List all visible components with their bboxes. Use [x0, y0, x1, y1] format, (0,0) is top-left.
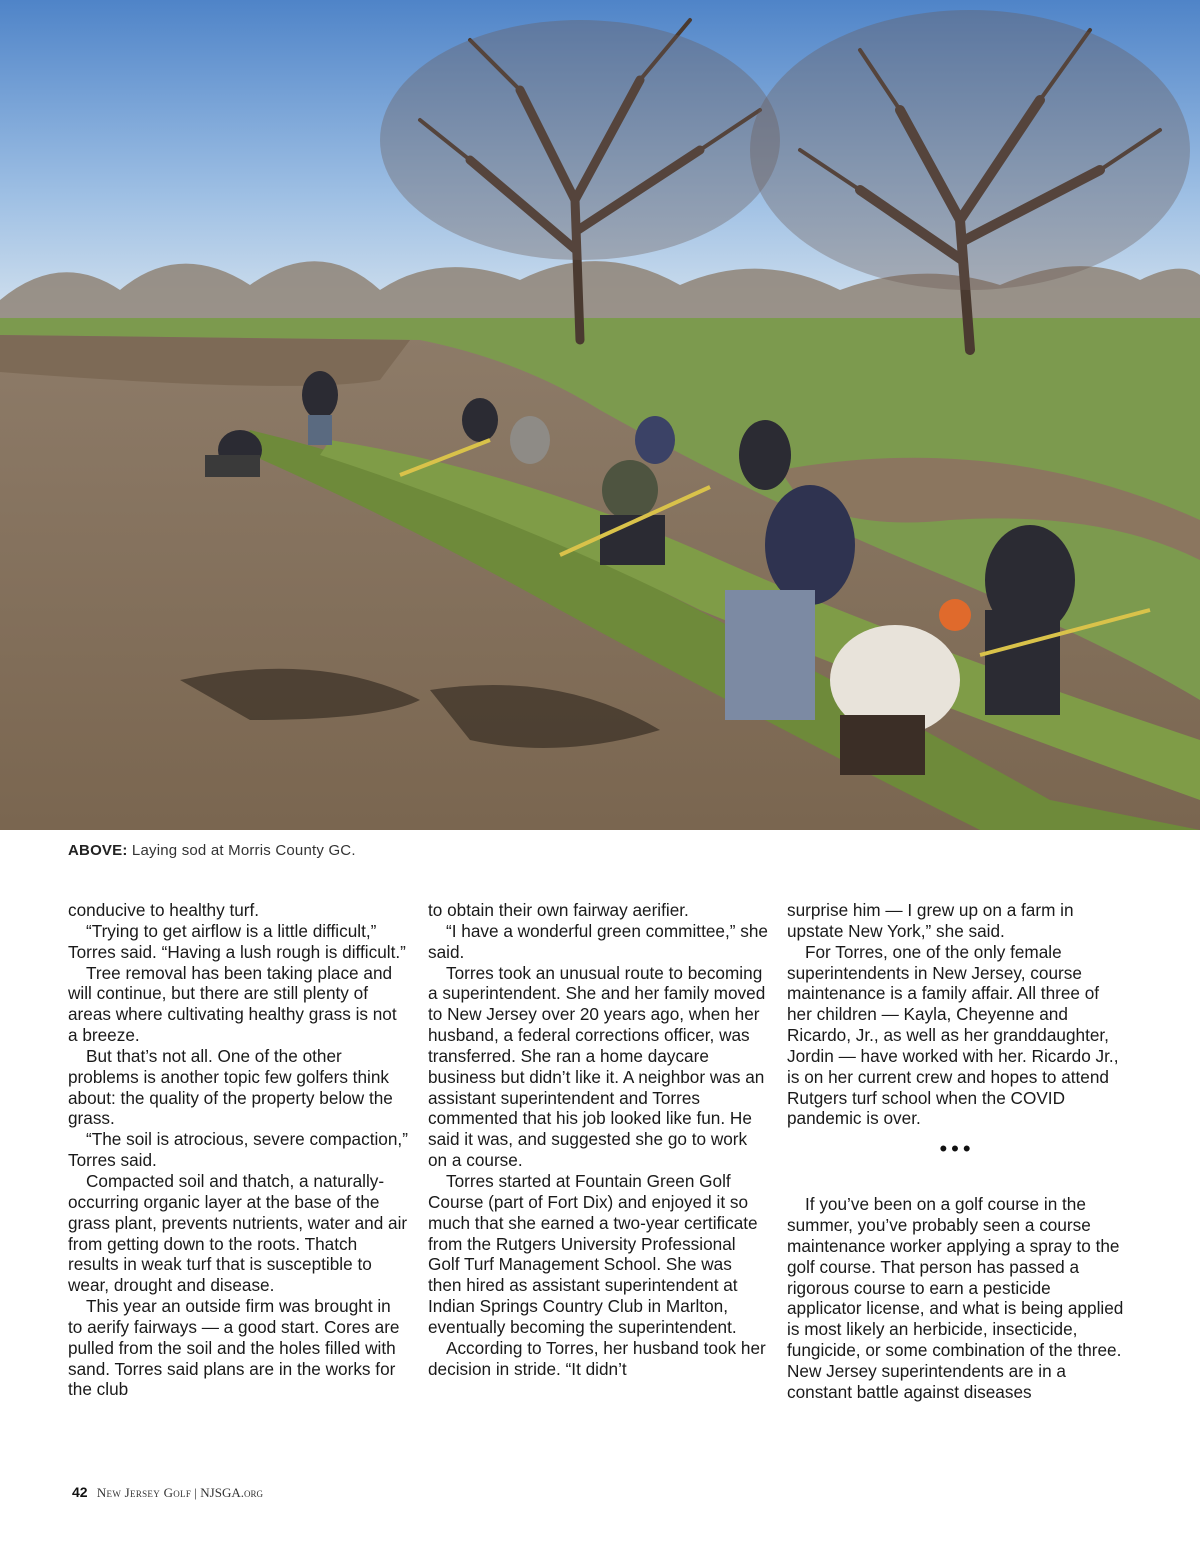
photo-caption [68, 842, 356, 859]
paragraph: For Torres, one of the only female superintendents in New Jersey, course maintenance is a family affair. All three of her children — Kayla, Cheyenne and Ricardo, Jr., as well as her granddaughter, Jordin — have worked with her. Ricardo Jr., is on her current crew and hopes to attend Rutgers turf school when the COVID pandemic is over. [787, 941, 1119, 1129]
paragraph: Torres started at Fountain Green Golf Course (part of Fort Dix) and enjoyed it so much that she earned a two-year certificate from the Rutgers University Professional Golf Turf Management School. She was then hired as assistant superintendent at Indian Springs Country Club in Marlton, eventually becoming the superintendent. [428, 1170, 758, 1337]
paragraph: to obtain their own fairway aerifier. [428, 900, 689, 920]
caption-label: ABOVE: [68, 842, 128, 859]
page-number: 42 [72, 1484, 88, 1500]
article-column-1 [68, 900, 408, 1400]
paragraph: surprise him — I grew up on a farm in upstate New York,” she said. [787, 900, 1074, 941]
paragraph: conducive to healthy turf. [68, 900, 260, 920]
caption-text: Laying sod at Morris County GC. [131, 842, 356, 859]
article-column-3 [787, 900, 1127, 1403]
paragraph: Compacted soil and thatch, a naturally-occurring organic layer at the base of the grass plant, prevents nutrients, water and air from getting down to the roots. Thatch results in weak turf that is susceptible to wear, drought and disease. [68, 1170, 408, 1296]
magazine-name: New Jersey Golf [96, 1485, 192, 1500]
paragraph: Tree removal has been taking place and will continue, but there are still plenty of areas where cultivating healthy grass is not a breeze. [68, 962, 397, 1046]
section-separator: ••• [939, 1136, 975, 1162]
paragraph: “I have a wonderful green committee,” she said. [428, 920, 768, 962]
paragraph: According to Torres, her husband took her decision in stride. “It didn’t [428, 1337, 766, 1379]
paragraph: If you’ve been on a golf course in the summer, you’ve probably seen a course maintenance worker applying a spray to the golf course. That person has passed a rigorous course to earn a pesticide applicator license, and what is being applied is most likely an herbicide, insecticide, fungicide, or some combination of the three. New Jersey superintendents are in a constant battle against diseases [787, 1194, 1124, 1402]
paragraph: “Trying to get airflow is a little difficult,” Torres said. “Having a lush rough is difficult.” [68, 920, 406, 962]
page-footer [72, 1484, 263, 1501]
paragraph: This year an outside firm was brought in to aerify fairways — a good start. Cores are pulled from the soil and the holes filled with sand. Torres said plans are in the works for the club [68, 1296, 400, 1400]
paragraph: But that’s not all. One of the other problems is another topic few golfers think about: the quality of the property below the grass. [68, 1045, 393, 1129]
paragraph: Torres took an unusual route to becoming a superintendent. She and her family moved to New Jersey over 20 years ago, when her husband, a federal corrections officer, was transferred. She ran a home daycare business but didn’t like it. A neighbor was an assistant superintendent and Torres commented that his job looked like fun. He said it was, and suggested she go to work on a course. [428, 962, 766, 1171]
article-column-2 [428, 900, 768, 1379]
website-link[interactable]: NJSGA.org [200, 1485, 263, 1500]
footer-divider: | [194, 1485, 198, 1500]
paragraph: “The soil is atrocious, severe compaction,” Torres said. [68, 1129, 408, 1171]
